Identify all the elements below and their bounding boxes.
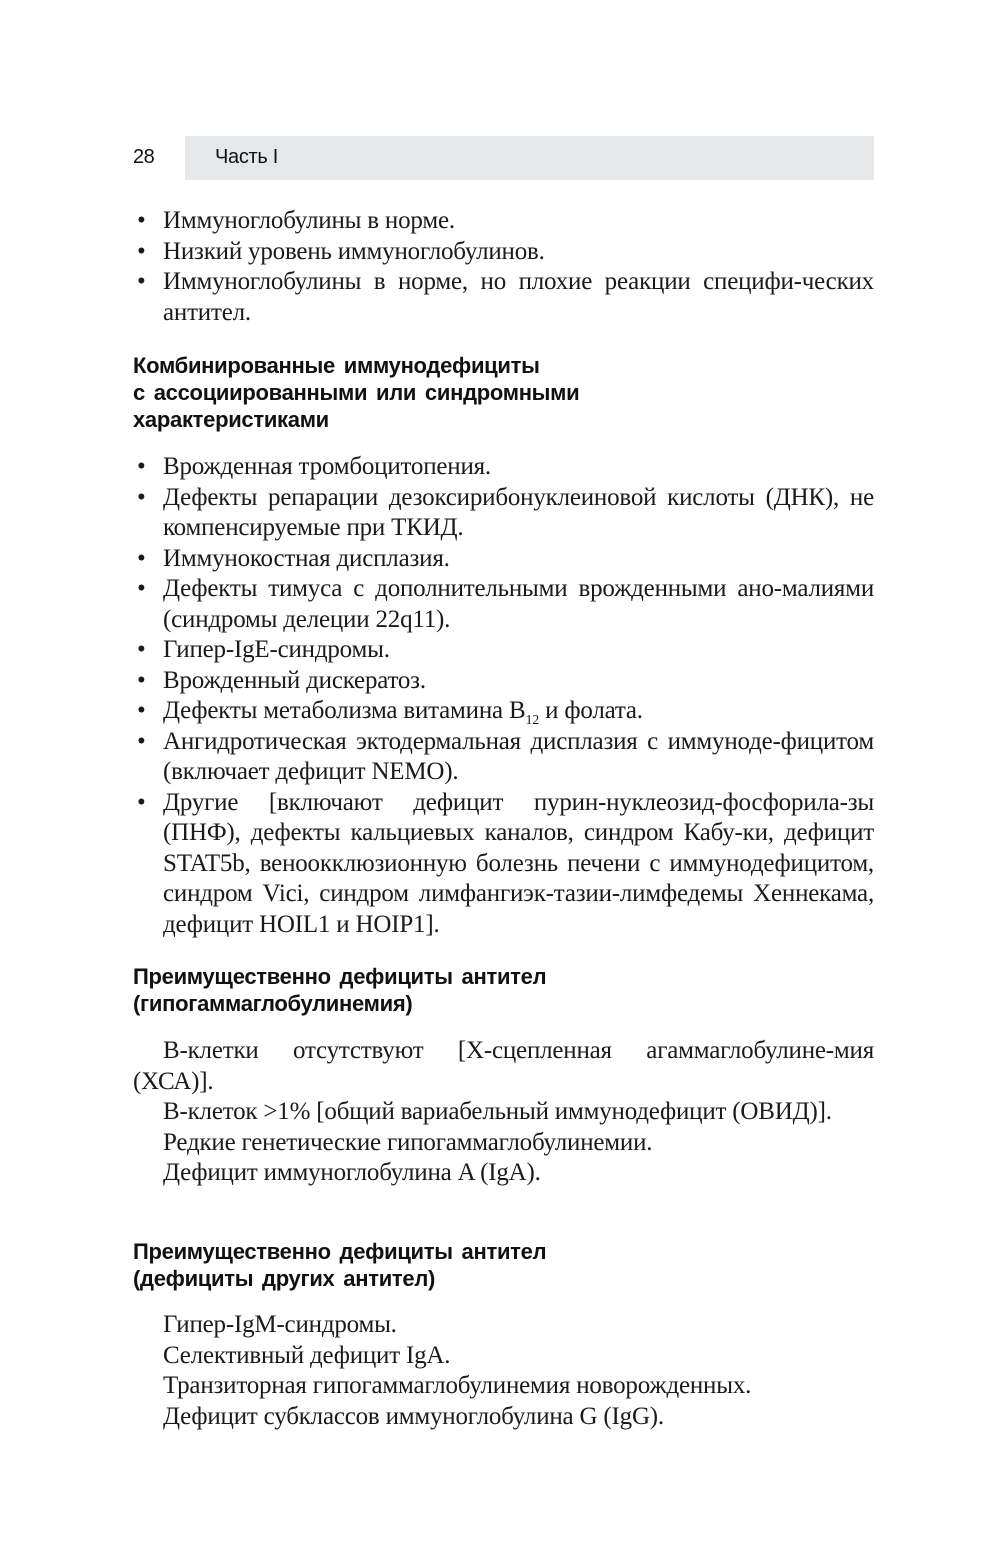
list-item-text-after: и фолата. <box>539 697 643 724</box>
list-item-text: Гипер-IgE-синдромы. <box>163 636 390 663</box>
bullet-icon: • <box>137 207 146 234</box>
heading-line: с ассоциированными или синдромными <box>133 380 580 405</box>
list-item-text: Врожденная тромбоцитопения. <box>163 453 491 480</box>
section-1-list <box>133 452 874 940</box>
list-item <box>133 788 874 941</box>
bullet-icon: • <box>137 544 146 572</box>
paragraph: Транзиторная гипогаммаглобулинемия новорожденных. <box>163 1372 752 1399</box>
bullet-icon: • <box>137 483 146 511</box>
heading-line: Преимущественно дефициты антител <box>133 964 547 989</box>
paragraph: B-клеток >1% [общий вариабельный иммунодефицит (ОВИД)]. <box>163 1098 832 1125</box>
heading-line: характеристиками <box>133 407 329 432</box>
list-item <box>133 544 874 575</box>
intro-list-block <box>133 206 874 328</box>
paragraph: B-клетки отсутствуют [Х-сцепленная агаммаглобулине-мия (ХСА)]. <box>133 1037 874 1095</box>
paragraph: Редкие генетические гипогаммаглобулинемии. <box>163 1128 653 1156</box>
running-head <box>133 136 874 180</box>
list-item <box>133 483 874 544</box>
list-item <box>133 452 874 483</box>
part-bar <box>185 136 874 180</box>
bullet-icon: • <box>137 237 146 265</box>
list-item-text: Врожденный дискератоз. <box>163 666 426 694</box>
bullet-icon: • <box>137 268 146 295</box>
part-label: Часть I <box>215 146 279 168</box>
section-2-heading-block <box>133 963 874 1017</box>
bullet-icon: • <box>137 727 146 755</box>
list-item <box>133 666 874 697</box>
section-heading <box>133 352 874 433</box>
list-item <box>133 206 874 237</box>
bullet-icon: • <box>137 575 146 602</box>
heading-line: (гипогаммаглобулинемия) <box>133 991 413 1016</box>
heading-line: (дефициты других антител) <box>133 1266 436 1291</box>
intro-list <box>133 206 874 328</box>
bullet-icon: • <box>137 636 146 663</box>
list-item-text: Дефекты тимуса с дополнительными врожденными ано-малиями (синдромы делеции 22q11). <box>163 575 874 633</box>
section-1-list-block <box>133 452 874 940</box>
bullet-icon: • <box>137 666 146 694</box>
section-3-body <box>133 1310 874 1432</box>
bullet-icon: • <box>137 788 146 816</box>
heading-line: Преимущественно дефициты антител <box>133 1239 547 1264</box>
list-item <box>133 237 874 268</box>
list-item-text: Иммуноглобулины в норме. <box>163 207 455 234</box>
list-item-text-before: Дефекты метаболизма витамина B <box>163 697 526 724</box>
bullet-icon: • <box>137 453 146 480</box>
section-1-heading-block <box>133 352 874 433</box>
list-item <box>133 574 874 635</box>
subscript: 12 <box>525 713 540 728</box>
list-item-text: Другие [включают дефицит пурин-нуклеозид-фосфорила-зы (ПНФ), дефекты кальциевых каналов, синдром Кабу-ки, дефицит STAT5b, веноокклюзионную болезнь печени с иммунодефицитом, синдром Vici, синдром лимфангиэк-тазии-лимфедемы Хеннекама, дефицит HOIL1 и HOIP1]. <box>163 788 874 938</box>
list-item-text <box>163 697 643 728</box>
list-item-text: Дефекты репарации дезоксирибонуклеиновой кислоты (ДНК), не компенсируемые при ТКИД. <box>163 483 874 541</box>
paragraph: Гипер-IgM-синдромы. <box>163 1311 397 1338</box>
page-number: 28 <box>133 146 155 168</box>
list-item-text: Иммунокостная дисплазия. <box>163 544 450 572</box>
section-heading <box>133 1238 874 1292</box>
list-item <box>133 727 874 788</box>
section-3-heading-block <box>133 1238 874 1292</box>
list-item <box>133 635 874 666</box>
bullet-icon: • <box>137 697 146 724</box>
heading-line: Комбинированные иммунодефициты <box>133 353 540 378</box>
paragraph: Дефицит субклассов иммуноглобулина G (IgG). <box>163 1402 664 1430</box>
list-item <box>133 267 874 328</box>
paragraph: Селективный дефицит IgA. <box>163 1341 451 1369</box>
paragraph: Дефицит иммуноглобулина A (IgA). <box>163 1159 541 1186</box>
list-item-text: Иммуноглобулины в норме, но плохие реакции специфи-ческих антител. <box>163 268 874 326</box>
list-item <box>133 696 874 727</box>
section-heading <box>133 963 874 1017</box>
section-2-body <box>133 1036 874 1189</box>
list-item-text: Низкий уровень иммуноглобулинов. <box>163 237 545 265</box>
list-item-text: Ангидротическая эктодермальная дисплазия с иммуноде-фицитом (включает дефицит NEMO). <box>163 727 874 785</box>
